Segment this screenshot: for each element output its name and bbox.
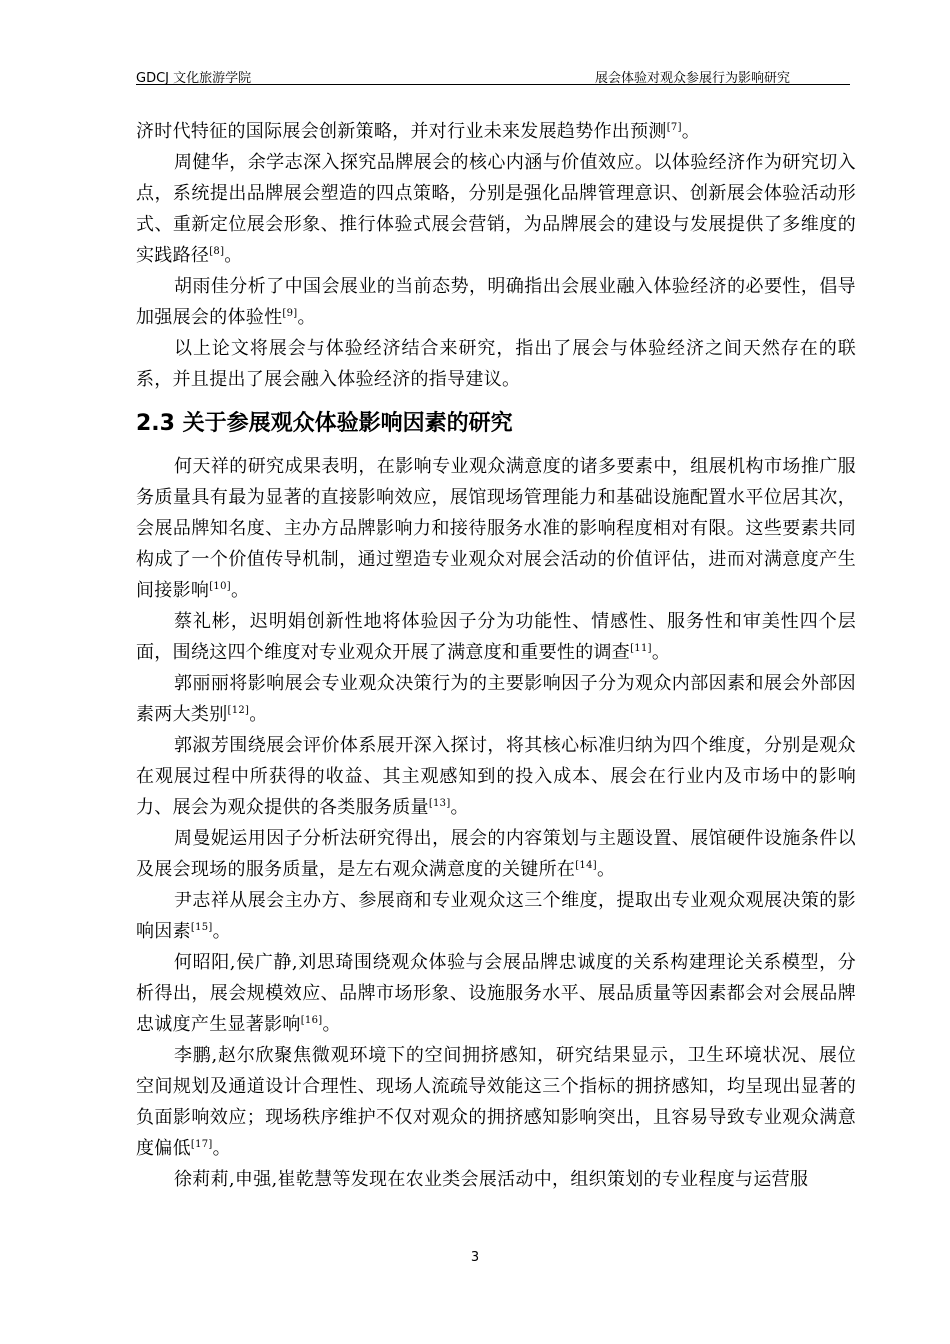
paragraph: 何天祥的研究成果表明，在影响专业观众满意度的诸多要素中，组展机构市场推广服务质量具有最为显著的直接影响效应，展馆现场管理能力和基础设施配置水平位居其次，会展品牌知名度、主办方品牌影响力和接待服务水准的影响程度相对有限。这些要素共同构成了一个价值传导机制，通过塑造专业观众对展会活动的价值评估，进而对满意度产生间接影响[10]。 (136, 456, 856, 601)
citation-ref: [10] (209, 581, 231, 592)
paragraph: 何昭阳,侯广静,刘思琦围绕观众体验与会展品牌忠诚度的关系构建理论关系模型，分析得出，展会规模效应、品牌市场形象、设施服务水平、展品质量等因素都会对会展品牌忠诚度产生显著影响[16]。 (136, 952, 856, 1035)
paragraph: 郭淑芳围绕展会评价体系展开深入探讨，将其核心标准归纳为四个维度，分别是观众在观展过程中所获得的收益、其主观感知到的投入成本、展会在行业内及市场中的影响力、展会为观众提供的各类服务质量[13]。 (136, 735, 856, 818)
paragraph: 蔡礼彬，迟明娟创新性地将体验因子分为功能性、情感性、服务性和审美性四个层面，围绕这四个维度对专业观众开展了满意度和重要性的调查[11]。 (136, 611, 856, 663)
paragraph: 以上论文将展会与体验经济结合来研究，指出了展会与体验经济之间天然存在的联系，并且提出了展会融入体验经济的指导建议。 (136, 338, 856, 390)
paragraph: 徐莉莉,申强,崔乾慧等发现在农业类会展活动中，组织策划的专业程度与运营服 (174, 1169, 809, 1190)
page-body (136, 116, 856, 1195)
paragraph: 胡雨佳分析了中国会展业的当前态势，明确指出会展业融入体验经济的必要性，倡导加强展会的体验性[9]。 (136, 276, 856, 328)
paragraph: 尹志祥从展会主办方、参展商和专业观众这三个维度，提取出专业观众观展决策的影响因素[15]。 (136, 890, 856, 942)
paragraph: 郭丽丽将影响展会专业观众决策行为的主要影响因子分为观众内部因素和展会外部因素两大类别[12]。 (136, 673, 856, 725)
page-number: 3 (470, 1250, 480, 1265)
citation-ref: [12] (227, 705, 250, 716)
citation-ref: [13] (428, 798, 451, 809)
citation-ref: [15] (190, 922, 213, 933)
running-header (136, 64, 850, 85)
header-institution: GDCJ 文化旅游学院 (136, 71, 252, 86)
paragraph: 济时代特征的国际展会创新策略，并对行业未来发展趋势作出预测[7]。 (136, 121, 701, 142)
citation-ref: [14] (575, 860, 597, 871)
paragraph: 周曼妮运用因子分析法研究得出，展会的内容策划与主题设置、展馆硬件设施条件以及展会现场的服务质量，是左右观众满意度的关键所在[14]。 (136, 828, 856, 880)
paragraph: 李鹏,赵尔欣聚焦微观环境下的空间拥挤感知，研究结果显示，卫生环境状况、展位空间规划及通道设计合理性、现场人流疏导效能这三个指标的拥挤感知，均呈现出显著的负面影响效应；现场秩序维护不仅对观众的拥挤感知影响突出，且容易导致专业观众满意度偏低[17]。 (136, 1045, 856, 1159)
citation-ref: [8] (209, 246, 225, 257)
citation-ref: [7] (666, 122, 682, 133)
paragraph: 周健华，余学志深入探究品牌展会的核心内涵与价值效应。以体验经济作为研究切入点，系统提出品牌展会塑造的四点策略，分别是强化品牌管理意识、创新展会体验活动形式、重新定位展会形象、推行体验式展会营销，为品牌展会的建设与发展提供了多维度的实践路径[8]。 (136, 152, 856, 266)
citation-ref: [16] (300, 1015, 323, 1026)
citation-ref: [11] (630, 643, 652, 654)
citation-ref: [17] (190, 1139, 213, 1150)
section-heading: 2.3 关于参展观众体验影响因素的研究 (136, 411, 513, 436)
citation-ref: [9] (282, 308, 298, 319)
header-thesis-title: 展会体验对观众参展行为影响研究 (594, 71, 790, 86)
